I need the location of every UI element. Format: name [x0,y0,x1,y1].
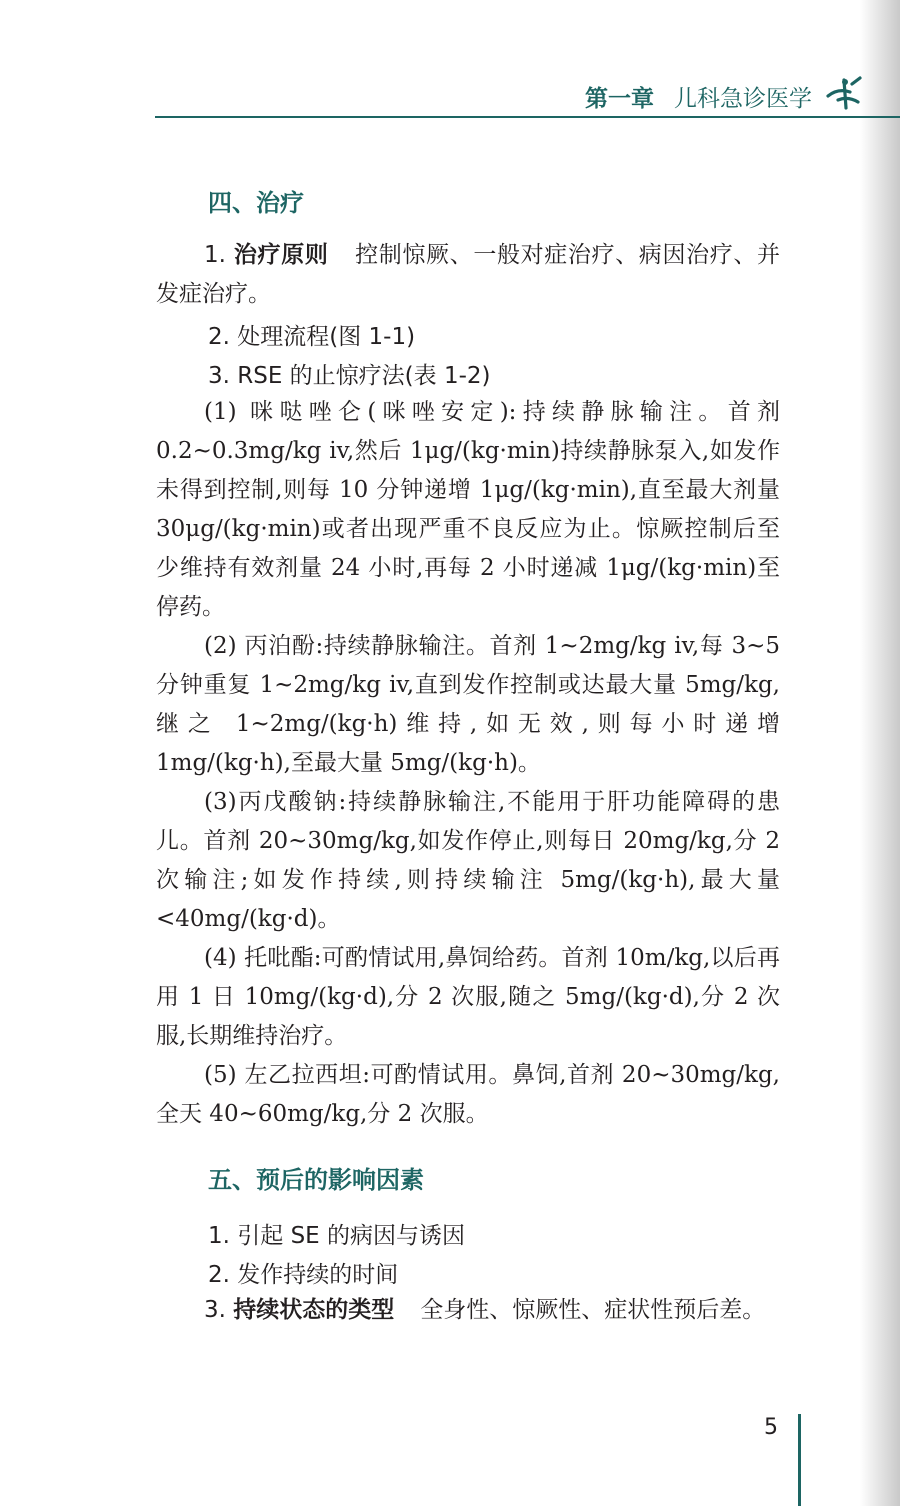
paragraph-topiramate: (4) 托吡酯:可酌情试用,鼻饲给药。首剂 10m/kg,以后再用 1 日 10mg/(kg·d),分 2 次服,随之 5mg/(kg·d),分 2 次服,长期维持治疗。 [156,945,780,1049]
item-lead: 治疗原则 [233,242,329,268]
prognosis-item-duration: 2. 发作持续的时间 [208,1262,399,1288]
item-lead: 持续状态的类型 [233,1297,395,1323]
section-heading-treatment: 四、治疗 [208,189,304,217]
item-number: 3. [204,1297,234,1323]
item-text: 全身性、惊厥性、症状性预后差。 [420,1297,766,1323]
paragraph-valproate: (3)丙戊酸钠:持续静脉输注,不能用于肝功能障碍的患儿。首剂 20~30mg/kg,如发作停止,则每日 20mg/kg,分 2 次输注;如发作持续,则持续输注 5mg/(kg·h),最大量 <40mg/(kg·d)。 [156,789,780,932]
header-rule [155,116,900,118]
treatment-flow-item: 2. 处理流程(图 1-1) [208,324,416,350]
item-number: 1. [204,242,234,268]
prognosis-item-type [156,1291,780,1330]
item-text: 控制惊厥、一般对症治疗、病因治疗、并发症治疗。 [156,242,780,307]
paragraph-levetiracetam: (5) 左乙拉西坦:可酌情试用。鼻饲,首剂 20~30mg/kg,全天 40~60mg/kg,分 2 次服。 [156,1062,780,1127]
page-number: 5 [764,1415,778,1440]
section-heading-prognosis: 五、预后的影响因素 [208,1166,424,1194]
running-header [585,80,812,113]
paragraph-midazolam: (1) 咪哒唑仑(咪唑安定):持续静脉输注。首剂 0.2~0.3mg/kg iv,然后 1μg/(kg·min)持续静脉泵入,如发作未得到控制,则每 10 分钟递增 1μg/(kg·min),直至最大剂量 30μg/(kg·min)或者出现严重不良反应为止。惊厥控制后至少维持有效剂量 24 小时,再每 2 小时递减 1μg/(kg·min)至停药。 [156,399,780,620]
page-number-bar [798,1414,801,1506]
caduceus-figure-icon [824,74,864,114]
page-edge-shadow [860,0,900,1506]
paragraph-propofol: (2) 丙泊酚:持续静脉输注。首剂 1~2mg/kg iv,每 3~5 分钟重复 1~2mg/kg iv,直到发作控制或达最大量 5mg/kg,继之 1~2mg/(kg·h)维持,如无效,则每小时递增 1mg/(kg·h),至最大量 5mg/(kg·h)。 [156,633,780,776]
prognosis-item-cause: 1. 引起 SE 的病因与诱因 [208,1223,466,1249]
header-chapter: 第一章 [585,86,654,112]
treatment-principle [156,236,780,314]
rse-therapy-item: 3. RSE 的止惊疗法(表 1-2) [208,363,491,389]
header-title: 儿科急诊医学 [674,86,812,112]
